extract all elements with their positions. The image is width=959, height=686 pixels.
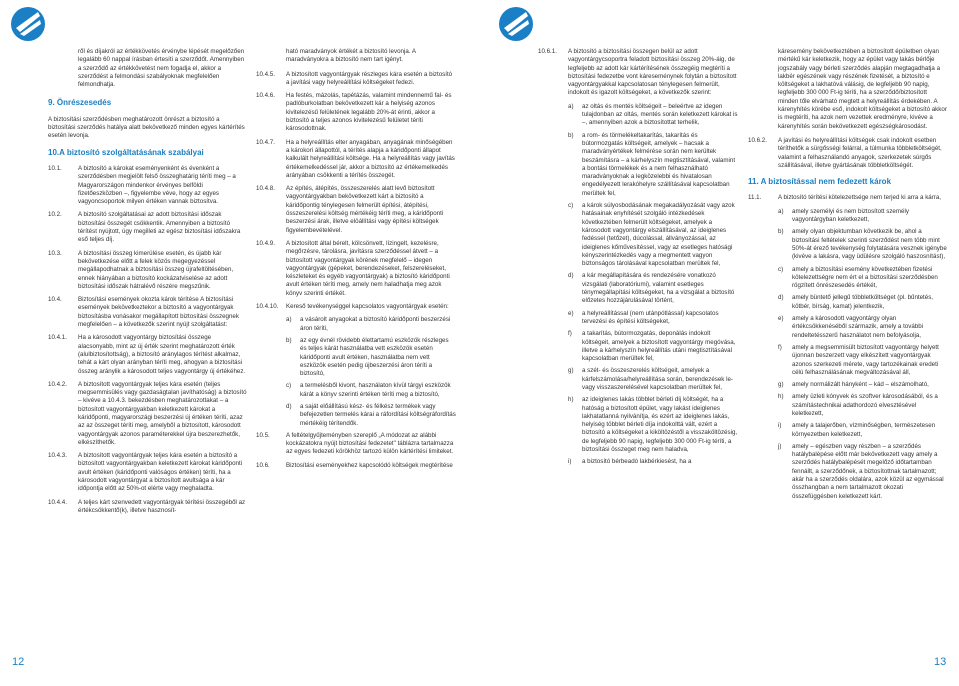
list-item: i) amely a talajerőben, vízminőségben, természetesen környezetben keletkezett,	[778, 422, 936, 438]
numbered-paragraph: 10.4.2. A biztosított vagyontárgyak teljes kára esetén (teljes megsemmisülés vagy gazdaságtalan javíthatóság) a biztosító – kivéve a 10.4.3. bekezdésben meghatározottakat – a biztosított vagyontárgyakban keletkezett károkat a káridőponti, magyarországi beszerzési új értéken téríti, azaz az az összeget téríti meg, amelyből a biztosított, károsodott vagyontárgyak azonos paraméterekkel újra beszerezhetők, elkészíthetők.	[48, 380, 247, 446]
list-item: a) amely személyi és nem biztosított személy vagyontárgyban keletkezett,	[778, 207, 909, 224]
column-2	[256, 48, 456, 475]
list-item: b) a rom- és törmelékeltakarítás, takarítás és bútormozgatás költségeit, amelyek – hacsak a maradványértékek felmérése során nem kerültek beszámításra – a kárhelyszín megtisztításával, valamint a bontási törmelékek és a nem felhasználható maradványoknak a legközelebbi és hivatalosan engedélyezett lerakóhelyre szállításával kapcsolatban merültek fel,	[568, 131, 736, 197]
company-logo-icon	[498, 6, 534, 42]
numbered-paragraph: 10.6.1. A biztosító a biztosítási összegen belül az adott vagyontárgycsoportra feladott biztosítási összeg 20%-áig, de legfeljebb az adott kár kártérítésének összegéig megtéríti a biztosítási fedezetbe vont káreseménynek folytán a biztosított vagyontárgyakkal kapcsolatosan ténylegesen felmerült, indokolt és igazolt költségeket, a következők szerint:	[538, 48, 737, 97]
numbered-paragraph: 10.4.8. Az építés, átépítés, összeszerelés alatt levő biztosított vagyontárgyakban bekövetkezett kárt a biztosító a káridőpontig ténylegesen felmerült építési, átépítési, összeszerelési költség mértékéig téríti meg, a káridőponti beszerzési árak, illetve elöállítási vagy építési költségek figyelembevételével.	[256, 185, 444, 234]
section-heading: 9. Önrészesedés	[48, 98, 112, 108]
numbered-paragraph: 10.4.1. Ha a károsodott vagyontárgy biztosítási összege alacsonyabb, mint az új érték szerint meghatározott érték (alulbiztosítottság), a biztosító aránylagos térítést alkalmaz, tehát a kárt olyan arányban téríti meg, ahogyan a biztosítási összeg aránylik a károsodott teljes vagyontárgy új értékéhez.	[48, 334, 246, 375]
numbered-paragraph: 10.1. A biztosító a károkat eseményenként és évenként a szerződésben megjelölt felső összeghatárig téríti meg – a Magyarországon mindenkor érvényes belföldi fizetőeszközben –, figyelembe véve, hogy az egyes vagyoncsoportok milyen értéken vannak biztosítva.	[48, 164, 236, 206]
numbered-paragraph: 10.4.3. A biztosított vagyontárgyak teljes kára esetén a biztosító a biztosított vagyontárgyakban keletkezett károkat káridőponti avult értéken (káridőponti valóságos értéken) téríti, ha a károsodott vagyontárgyat a biztosított avultsága a kár időpontja előtt az 50%-ot elérte vagy meghaladta.	[48, 452, 243, 493]
list-item: g) a szét- és összeszerelés költségeit, amelyek a kárfelszámolása/helyreállítása során, berendezések le- vagy visszaszerelésével kapcsolatban merültek fel,	[568, 367, 733, 391]
list-item: b) az egy évnél rövidebb élettartamú eszközök részleges és teljes kárát használatba vett eszközök esetén káridőponti avult értéken, használatba nem vett eszközök esetén pedig újbeszerzési áron téríti a biztosító,	[286, 336, 449, 378]
list-item: a) az oltás és mentés költségeit – beleértve az idegen tulajdonban az oltás, mentés során keletkezett károkat is –, amennyiben azok a biztosítottat terhelik,	[568, 102, 738, 127]
numbered-paragraph: 10.4.10. Kereső tevékenységgel kapcsolatos vagyontárgyak esetén:	[256, 303, 449, 311]
list-item: e) amely a károsodott vagyontárgy olyan értékcsökkenéséből származik, amely a további rendeltetésszerű használatot nem befolyásolja,	[778, 315, 924, 339]
numbered-paragraph: 10.4.4. A teljes kárt szenvedett vagyontárgyak térítési összegéből az értékcsökkentő(k), illetve hasznosít-	[48, 498, 246, 514]
column-1	[48, 48, 248, 520]
list-item: d) a kár megállapítására és rendezésére vonatkozó vizsgálati (laboratóriumi), valamint esetleges ténymegállapítási költségeket, ha a vizsgálat a biztosító előzetes hozzájárulásával történt,	[568, 272, 735, 305]
list-item: a) a vásárolt anyagokat a biztosító káridőponti beszerzési áron téríti,	[286, 316, 451, 332]
list-item: h) amely üzleti kónyvek és szoftver károsodásából, és a számítástechnikai adathordozó elvesztésével keletkezett,	[778, 393, 938, 417]
section-heading: 10.A biztosító szolgáltatásának szabályai	[48, 147, 204, 157]
numbered-paragraph: 10.4.9. A biztosított által bérelt, kölcsönvett, lízingelt, kezelésre, megőrzésre, tárolásra, javításra szerződéssel átvett – a biztosított vagyontárgyak körének megfelelő – idegen vagyontárgyak (gépeket, berendezéseket, felszereléseket, készleteket és egyéb vagyontárgyak) a biztosító káridőponti avult értéken téríti meg, amely nem haladhatja meg azok könyv szerinti értékét.	[256, 239, 450, 297]
list-item: c) a termelésből kivont, használaton kívül tárgyi eszközök kárát a könyv szerinti értéken téríti meg a biztosító,	[286, 382, 451, 398]
page-number-right: 13	[934, 656, 947, 668]
paragraph: A biztosítási szerződésben meghatározott önrészt a biztosító a biztosítási szerződés hatálya alatt bekövetkező minden egyes kártérítés esetén levonja.	[48, 115, 245, 140]
page-number-left: 12	[12, 656, 25, 668]
numbered-paragraph: 10.4. Biztosítási események okozta károk térítése A biztosítási események bekövetkeztekor a biztosító a vagyontárgyak biztosításba vonásakor megállapított biztosítási összegnek megfelelően – a következők szerint nyújt szolgáltatást:	[48, 296, 239, 329]
list-item: f) amely a megsemmisült biztosított vagyontárgy helyett újonnan beszerzett vagy elkészített vagyontárgyak azonos szerkezeti mérete, vagy tartozékainak eredeti célú felhasználásának megváltozásával áll,	[778, 343, 939, 376]
paragraph: káresemény bekövetkeztében a biztosított épületben olyan mértékű kár keletkezik, hogy az épület vagy lakás bérlője jogszabály vagy bérleti szerződés alapján megtagadhatja a lakbér egészének vagy részének fizetését, a biztosító e költségeket a lakhatóvá válásig, de legfeljebb 90 napig, legfeljebb 300 000 Ft-ig téríti, ha a szerződő/biztosított minden tőle elvárható megtett a helyreállítás érdekében. A kárenyhítés körébe eső, indokolt költségeket a biztosító akkor is megtéríti, ha azok nem vezettek eredményre, kivéve a kárenyhítés során bekövetkezett egészségkárosodást.	[778, 48, 947, 130]
numbered-paragraph: 11.1. A biztosító térítési kötelezettsége nem terjed ki arra a kárra,	[748, 194, 942, 202]
list-item: d) a saját előállítású kész- és félkész termékek vagy befejezetlen termelés kárai a ráfordítási költségráfordítás mértékéig térítendők.	[286, 402, 456, 427]
list-item: g) amely normálizált hányként – kád – elszámolható,	[778, 381, 929, 389]
numbered-paragraph: 10.2. A biztosító szolgáltatásai az adott biztosítási időszak biztosítási összegét csökkentik. Amennyiben a biztosító térítést nyújtott, úgy megilleti az egész biztosítási időszakra eső teljes díj.	[48, 211, 241, 244]
list-item: i) a biztosító bérbeadó lakbérkiesést, ha a	[568, 458, 692, 466]
section-heading: 11. A biztosítással nem fedezett károk	[748, 177, 892, 187]
paragraph: ről és díjakról az értékkövetés érvénybe lépését megelőzően legalább 60 nappal írásban értesíti a szerződőt. Amennyiben a szerződő az értékkövetést nem fogadja el, akkor a szerződést a felmondási szabályoknak megfelelően felmondhatja.	[78, 48, 245, 89]
list-item: h) az ideiglenes lakás többlet bérleti díj költségét, ha a hatóság a biztosított épület, vagy lakást ideiglenes lakhatatlanná nyilvánítja, és ezért az ideiglenes lakás, helyiség többlet bérleti díja indokolttá vált, ezért a biztosító a költségeket a kiköltözéstől a visszaköltözésig, de legfeljebb 90 napig, legfeljebb 300 000 Ft-ig téríti, a biztosítási összeget meg nem haladva,	[568, 396, 738, 454]
list-item: j) amely – egészben vagy részben – a szerződés hatálybalépése előtt már bekövetkezett vagy amely a szerződés hatálybalépését megelőző időtartamban fennállt, a szerződőnek, a biztosítottnak tartalmazott; akár ha a szerződés oldalára, azok közül az egymással összhangban a nem tartalmazott okozati összefüggésben keletkezett kárt.	[778, 442, 944, 500]
list-item: b) amely olyan objektumban következik be, ahol a biztosítási feltételek szerinti szerződést nem több mint 50%-át érező tevékenység folytatására vesznek igénybe (kivéve a lakásra, vagy üdülésre szolgáló haszosnítást),	[778, 228, 947, 261]
list-item: c) a károk súlyosbodásának megakadályozását vagy azok hatásainak enyhítését szolgáló intézkedések következtében felmerült költségeket, amelyek a károsodott vagyontárgy elszállításával, az ideiglenes fedéssel (tetőzet), dúcolással, állványozással, az ideiglenes kőművesítéssel, vagy az esetleges hatósági kényszerintézkedés vagy a megmentett vagyon biztonságos tárolásával kapcsolatban merültek fel,	[568, 202, 735, 268]
list-item: e) a helyreállítással (nem utánpótlással) kapcsolatos tervezési és építési költségeket,	[568, 309, 719, 325]
numbered-paragraph: 10.6. Biztosítási eseményekhez kapcsolódó költségek megtérítése	[256, 461, 453, 469]
numbered-paragraph: 10.5. A feltételgyűjteményben szereplő „A módozat az alábbi kockázatokra nyújt biztosítási fedezetet" táblázra tartalmazza az egyes fedezeti körökhöz tartozó külön kártérítési limiteket.	[256, 431, 454, 456]
list-item: f) a takarítás, bútormozgatás, deponálás indokolt költségeit, amelyek a biztosított vagyontárgy megóvása, illetve a kárhelyszín helyreállítás utáni megtisztításával kapcsolatban merültek fel,	[568, 330, 736, 363]
numbered-paragraph: 10.4.6. Ha festés, mázolás, tapétázás, valamint mindennemű fal- és padlóburkolatban bekövetkezett kár a helyiség azonos kivitelezésű felületének legalább 20%-át érinti, akkor a biztosító a teljes azonos kivitelezésű felületet téríti károsodottnak.	[256, 92, 452, 133]
numbered-paragraph: 10.4.5. A biztosított vagyontárgyak részleges kára esetén a biztosító a javítási vagy helyreállítási költségeket fedezi.	[256, 70, 453, 86]
company-logo-icon	[10, 6, 46, 42]
numbered-paragraph: 10.6.2. A javítási és helyreállítási költségek csak indokolt esetben téríthetők a sürgősségi felárral, a túlmunka többletköltségét, valamint a felhasználandó anyagok, szerkezetek súrgős szállításával, illetve gyártásának többletköltségét.	[748, 136, 942, 169]
column-4	[748, 48, 948, 505]
list-item: d) amely büntető jellegű többletköltséget (pl. bűntetés, kötbér, bírság, kamat) jelentkezik,	[778, 294, 934, 310]
paragraph: ható maradványok értékét a biztosító levonja. A maradványokra a biztosító nem tart igényt.	[286, 48, 416, 64]
numbered-paragraph: 10.3. A biztosítási összeg kimerülése esetén, és újabb kár bekövetkezése előtt a felek közös megegyezéssel megállapodhatnak a biztosítási összeg újrafeltöltésében, ennek hiányában a biztosító kockázatviselése az adott biztosítási időszak hátralévő részére megszűnik.	[48, 249, 234, 290]
column-3	[538, 48, 738, 471]
list-item: c) amely a biztosítási esemény következtében fizetési kötelezettségre nem ért el a biztosítási szerződésben rögzített önrészesedés értékét,	[778, 265, 938, 290]
numbered-paragraph: 10.4.7. Ha a helyreállítás elter anyagában, anyagának minőségében a károkori állapottól, a térítés alapja a káridőponti állapot kalkulált helyreállítási költsége. Ha a helyreállítás vagy javítás értékemelkedéssel jár, akkor a biztosító az értékemelkedés arányában csökkenti a térítés összegét.	[256, 138, 455, 179]
